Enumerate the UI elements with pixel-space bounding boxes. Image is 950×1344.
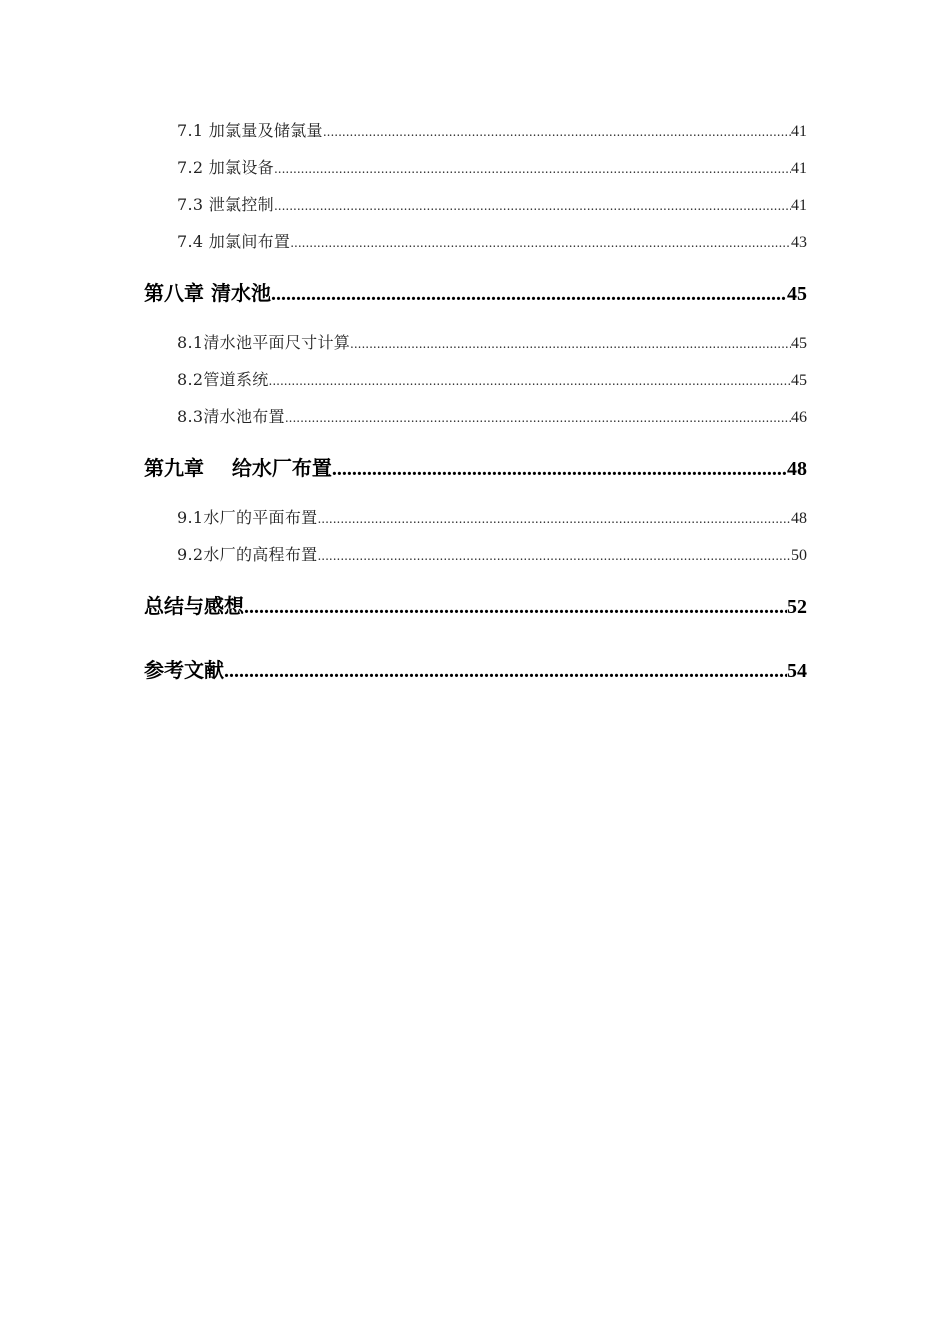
toc-dot-leader [323, 125, 791, 139]
toc-entry-page: 50 [791, 547, 807, 564]
toc-entry-title: 7.3 泄氯控制 [177, 195, 274, 214]
toc-entry-7-3[interactable] [177, 192, 807, 215]
toc-entry-title: 7.1 加氯量及储氯量 [177, 121, 323, 140]
toc-dot-leader [274, 162, 791, 176]
toc-entry-8-2[interactable] [177, 367, 807, 390]
toc-entry-title: 第八章 清水池 [144, 281, 271, 305]
toc-entry-title: 参考文献 [144, 658, 224, 682]
toc-entry-page: 54 [787, 660, 807, 682]
toc-entry-title: 7.4 加氯间布置 [177, 232, 291, 251]
toc-entry-page: 45 [791, 372, 807, 389]
toc-entry-page: 52 [787, 596, 807, 618]
toc-entry-page: 45 [787, 283, 807, 305]
toc-entry-7-4[interactable] [177, 229, 807, 252]
toc-references[interactable] [144, 654, 807, 683]
toc-dot-leader [290, 236, 791, 250]
toc-entry-page: 43 [791, 234, 807, 251]
toc-entry-page: 41 [791, 160, 807, 177]
toc-entry-9-2[interactable] [177, 542, 807, 565]
toc-entry-8-1[interactable] [177, 330, 807, 353]
toc-entry-page: 46 [791, 409, 807, 426]
toc-dot-leader [317, 549, 791, 563]
toc-dot-leader [224, 660, 787, 683]
toc-dot-leader [274, 199, 791, 213]
toc-dot-leader [285, 411, 791, 425]
toc-entry-title: 总结与感想 [144, 594, 244, 618]
toc-dot-leader [244, 596, 787, 619]
toc-entry-title: 9.2水厂的高程布置 [177, 545, 318, 564]
toc-dot-leader [269, 374, 791, 388]
toc-chapter-9[interactable] [144, 452, 807, 481]
toc-dot-leader [317, 512, 791, 526]
toc-entry-9-1[interactable] [177, 505, 807, 528]
toc-entry-page: 41 [791, 123, 807, 140]
toc-entry-title: 8.3清水池布置 [177, 407, 285, 426]
toc-summary[interactable] [144, 590, 807, 619]
toc-entry-title: 9.1水厂的平面布置 [177, 508, 318, 527]
toc-entry-7-2[interactable] [177, 155, 807, 178]
toc-dot-leader [332, 458, 787, 481]
toc-entry-7-1[interactable] [177, 118, 807, 141]
toc-entry-8-3[interactable] [177, 404, 807, 427]
toc-entry-page: 48 [787, 458, 807, 480]
toc-entry-title: 8.2管道系统 [177, 370, 269, 389]
toc-entry-page: 48 [791, 510, 807, 527]
toc-dot-leader [350, 337, 791, 351]
toc-entry-page: 41 [791, 197, 807, 214]
toc-entry-title: 7.2 加氯设备 [177, 158, 274, 177]
toc-entry-title: 第九章 给水厂布置 [144, 456, 332, 480]
toc-entry-page: 45 [791, 335, 807, 352]
toc-chapter-8[interactable] [144, 277, 807, 306]
toc-dot-leader [271, 283, 787, 306]
toc-entry-title: 8.1清水池平面尺寸计算 [177, 333, 351, 352]
